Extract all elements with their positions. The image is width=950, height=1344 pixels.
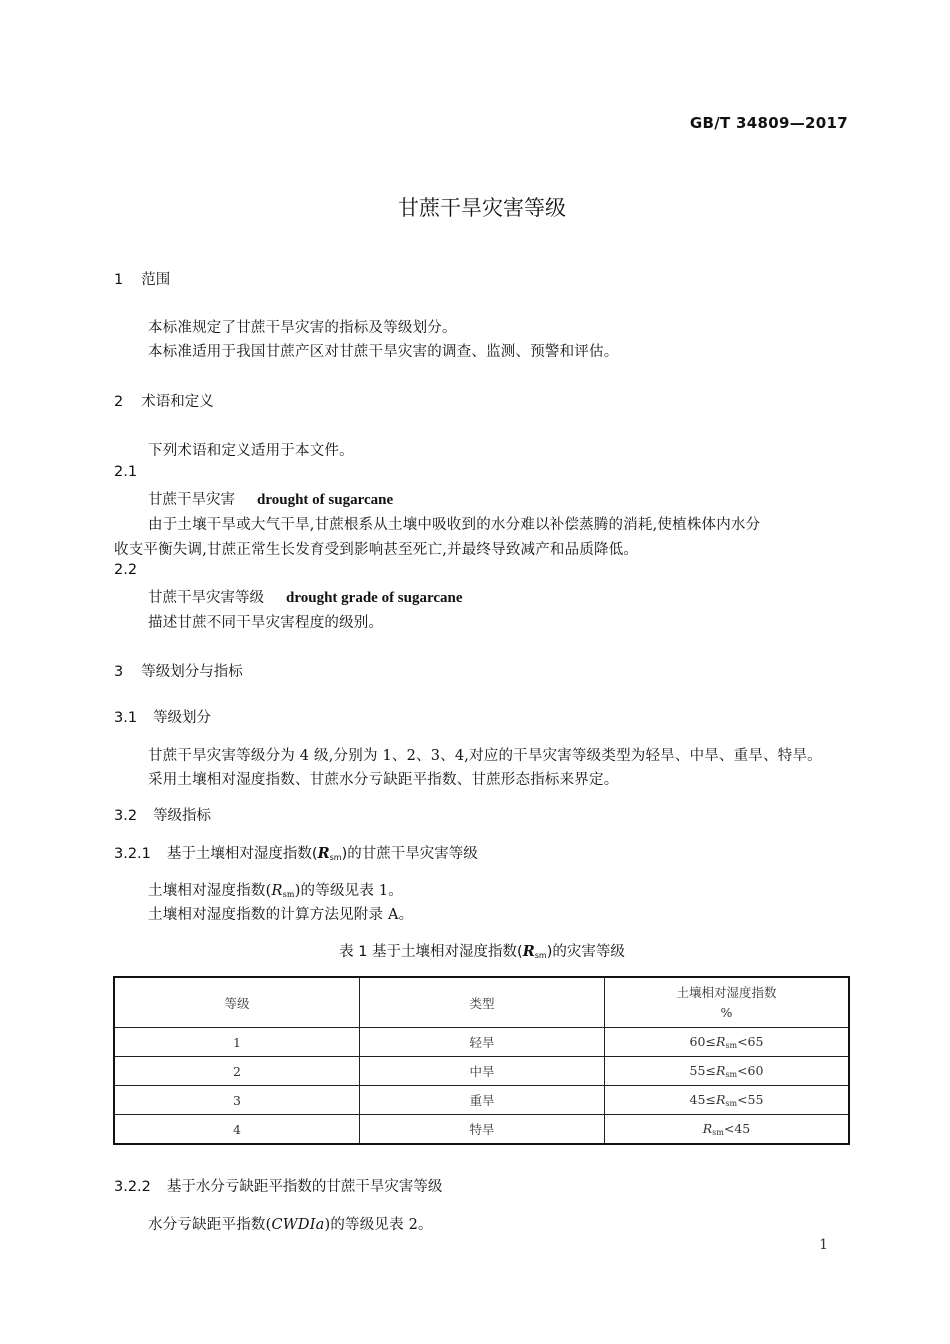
document-title: 甘蔗干旱灾害等级: [398, 196, 566, 220]
header-index: [605, 977, 850, 1028]
section-number: 1: [114, 272, 124, 288]
paragraph: 由于土壤干旱或大气干旱,甘蔗根系从土壤中吸收到的水分难以补偿蒸腾的消耗,使植株体内水分: [148, 517, 761, 533]
term-entry: [148, 586, 463, 607]
term-chinese: 甘蔗干旱灾害等级: [148, 590, 264, 606]
paragraph: 采用土壤相对湿度指数、甘蔗水分亏缺距平指数、甘蔗形态指标来界定。: [148, 772, 619, 788]
paragraph: 土壤相对湿度指数$(R_{sm})$的等级见表 1。: [148, 883, 403, 899]
cell-grade: 3: [114, 1086, 360, 1115]
cell-index: $55\le R_{sm}<60$: [605, 1057, 850, 1086]
section-number: 3.2.2: [114, 1179, 151, 1195]
section-number: 3.1: [114, 710, 138, 726]
table-row: [114, 1028, 849, 1057]
cell-grade: 4: [114, 1115, 360, 1145]
section-3-2-heading: [114, 804, 211, 825]
page-number: 1: [819, 1237, 828, 1253]
cell-grade: 2: [114, 1057, 360, 1086]
cell-index: $45\le R_{sm}<55$: [605, 1086, 850, 1115]
section-1-heading: [114, 268, 170, 289]
cell-grade: 1: [114, 1028, 360, 1057]
section-title: 术语和定义: [141, 394, 214, 410]
term-entry: [148, 488, 393, 509]
section-3-1-heading: [114, 706, 211, 727]
section-3-2-2-heading: [114, 1175, 442, 1196]
header-type: 类型: [360, 977, 605, 1028]
table-caption: 表 1 基于土壤相对湿度指数$(R_{sm})$的灾害等级: [339, 943, 625, 960]
section-title: 等级划分: [153, 710, 212, 726]
term-english: drought grade of sugarcane: [286, 590, 463, 606]
header-grade: 等级: [114, 977, 360, 1028]
table-row: [114, 1115, 849, 1145]
cell-index: $60\le R_{sm}<65$: [605, 1028, 850, 1057]
paragraph: 下列术语和定义适用于本文件。: [148, 443, 354, 459]
section-title: 等级划分与指标: [141, 664, 243, 680]
standard-number: GB/T 34809—2017: [689, 114, 848, 132]
section-number: 3: [114, 664, 124, 680]
header-index-label: 土壤相对湿度指数: [676, 984, 777, 1000]
paragraph: 描述甘蔗不同干旱灾害程度的级别。: [148, 615, 384, 631]
term-number: 2.1: [114, 464, 138, 480]
section-2-heading: [114, 390, 214, 411]
section-title: 基于水分亏缺距平指数的甘蔗干旱灾害等级: [166, 1179, 443, 1195]
paragraph: 本标准适用于我国甘蔗产区对甘蔗干旱灾害的调查、监测、预警和评估。: [148, 344, 619, 360]
section-title: 等级指标: [153, 808, 212, 824]
section-3-2-1-heading: [114, 842, 478, 863]
table-header-row: [114, 977, 849, 1028]
term-english: drought of sugarcane: [257, 492, 394, 508]
cell-type: 特旱: [360, 1115, 605, 1145]
section-3-heading: [114, 660, 243, 681]
drought-grade-table: [113, 976, 850, 1145]
cell-type: 中旱: [360, 1057, 605, 1086]
section-number: 3.2.1: [114, 846, 151, 862]
section-number: 2: [114, 394, 124, 410]
table-row: [114, 1057, 849, 1086]
paragraph: 土壤相对湿度指数的计算方法见附录 A。: [148, 907, 414, 923]
paragraph: 水分亏缺距平指数(CWDIa)的等级见表 2。: [148, 1217, 433, 1233]
section-title: 范围: [141, 272, 171, 288]
cell-type: 轻旱: [360, 1028, 605, 1057]
paragraph: 收支平衡失调,甘蔗正常生长发育受到影响甚至死亡,并最终导致减产和品质降低。: [114, 542, 639, 558]
section-title: 基于土壤相对湿度指数$(R_{sm})$的甘蔗干旱灾害等级: [166, 845, 478, 862]
cell-type: 重旱: [360, 1086, 605, 1115]
header-index-unit: %: [720, 1004, 733, 1020]
section-number: 3.2: [114, 808, 138, 824]
term-chinese: 甘蔗干旱灾害: [148, 492, 235, 508]
paragraph: 本标准规定了甘蔗干旱灾害的指标及等级划分。: [148, 320, 457, 336]
paragraph: 甘蔗干旱灾害等级分为 4 级,分别为 1、2、3、4,对应的干旱灾害等级类型为轻旱、中旱、重旱、特旱。: [148, 748, 822, 764]
term-number: 2.2: [114, 562, 138, 578]
cell-index: $R_{sm}<45$: [605, 1115, 850, 1145]
table-row: [114, 1086, 849, 1115]
